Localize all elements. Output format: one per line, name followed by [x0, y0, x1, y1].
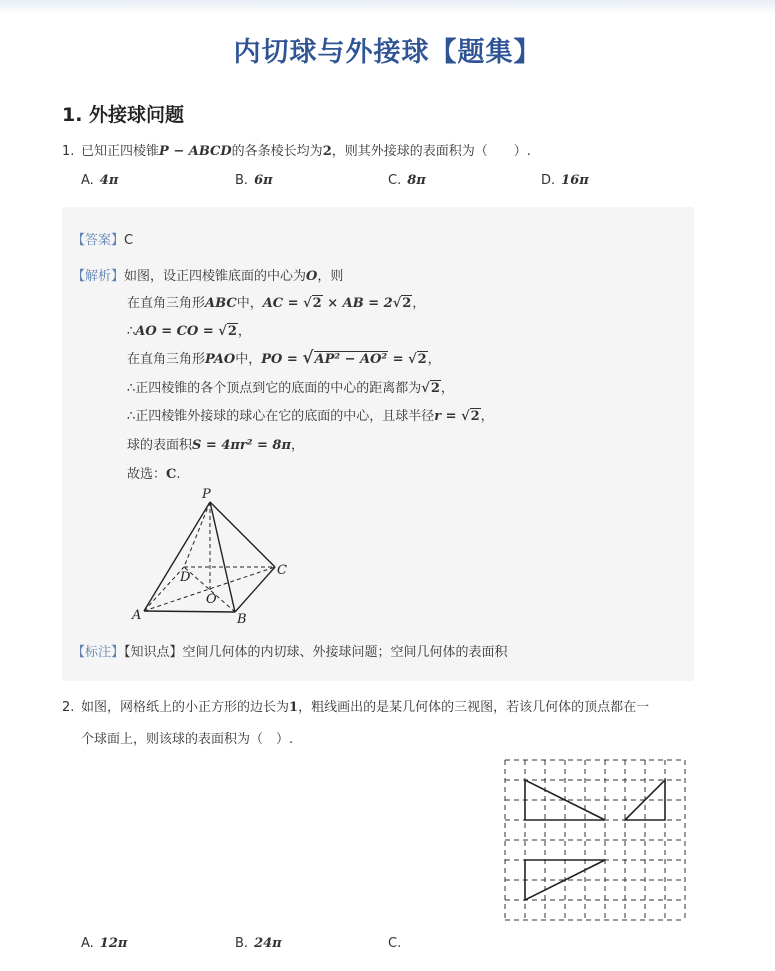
label-b: B [237, 612, 247, 627]
page-title: 内切球与外接球【题集】 [233, 37, 542, 68]
answer-value: C [124, 233, 134, 248]
answer-tag: 【答案】 [72, 233, 125, 248]
edge-ab [144, 611, 235, 612]
question-2-stem: 2. 如图，网格纸上的小正方形的边长为1，粗线画出的是某几何体的三视图，若该几何体的顶点都在一 [62, 694, 649, 722]
top-banner [0, 0, 775, 14]
analysis-line-7: 球的表面积S = 4πr² = 8π， [127, 438, 304, 453]
edge-pc [210, 502, 275, 567]
q2-option-a[interactable]: A. 12π [81, 936, 128, 951]
analysis-line-6: ∴正四棱锥外接球的球心在它的底面的中心，且球半径r = √2， [127, 409, 494, 424]
q2-option-c[interactable]: C. [388, 936, 402, 951]
analysis-tag: 【解析】 [72, 269, 125, 284]
option-a[interactable]: A. 4π [81, 173, 119, 188]
note-tag: 【标注】 [72, 645, 125, 660]
analysis-line-2: 在直角三角形ABC中，AC = √2 × AB = 2√2， [127, 296, 426, 311]
question-2-stem-cont: 个球面上，则该球的表面积为（ ）. [81, 732, 294, 747]
analysis-line-3: ∴AO = CO = √2， [127, 324, 251, 339]
edge-pa [144, 502, 210, 611]
edge-bc [235, 567, 275, 612]
label-d: D [180, 570, 191, 585]
option-c[interactable]: C. 8π [388, 173, 426, 188]
three-view-figure [500, 755, 690, 925]
question-number: 1. [62, 144, 75, 159]
option-b[interactable]: B. 6π [235, 173, 273, 188]
note-line: 【标注】【知识点】空间几何体的内切球、外接球问题；空间几何体的表面积 [72, 645, 508, 660]
analysis-line-5: ∴正四棱锥的各个顶点到它的底面的中心的距离都为√2， [127, 381, 454, 396]
section-title: 1. 外接球问题 [62, 104, 185, 126]
analysis-line-8: 故选：C. [127, 467, 181, 482]
pyramid-figure [124, 487, 294, 627]
analysis-line-4: 在直角三角形PAO中，PO = √AP² − AO² = √2， [127, 348, 441, 368]
question-number: 2. [62, 700, 75, 715]
label-a: A [132, 608, 142, 623]
answer-box [62, 207, 694, 681]
question-1-stem: 1. 已知正四棱锥P − ABCD的各条棱长均为2，则其外接球的表面积为（ ）. [62, 138, 531, 166]
answer-line [72, 229, 133, 248]
edge-pd [184, 502, 210, 567]
label-c: C [277, 563, 287, 578]
option-d[interactable]: D. 16π [541, 173, 589, 188]
label-p: P [202, 487, 211, 502]
analysis-line-1: 【解析】如图，设正四棱锥底面的中心为O，则 [72, 269, 344, 284]
q2-option-b[interactable]: B. 24π [235, 936, 282, 951]
label-o: O [206, 592, 217, 607]
